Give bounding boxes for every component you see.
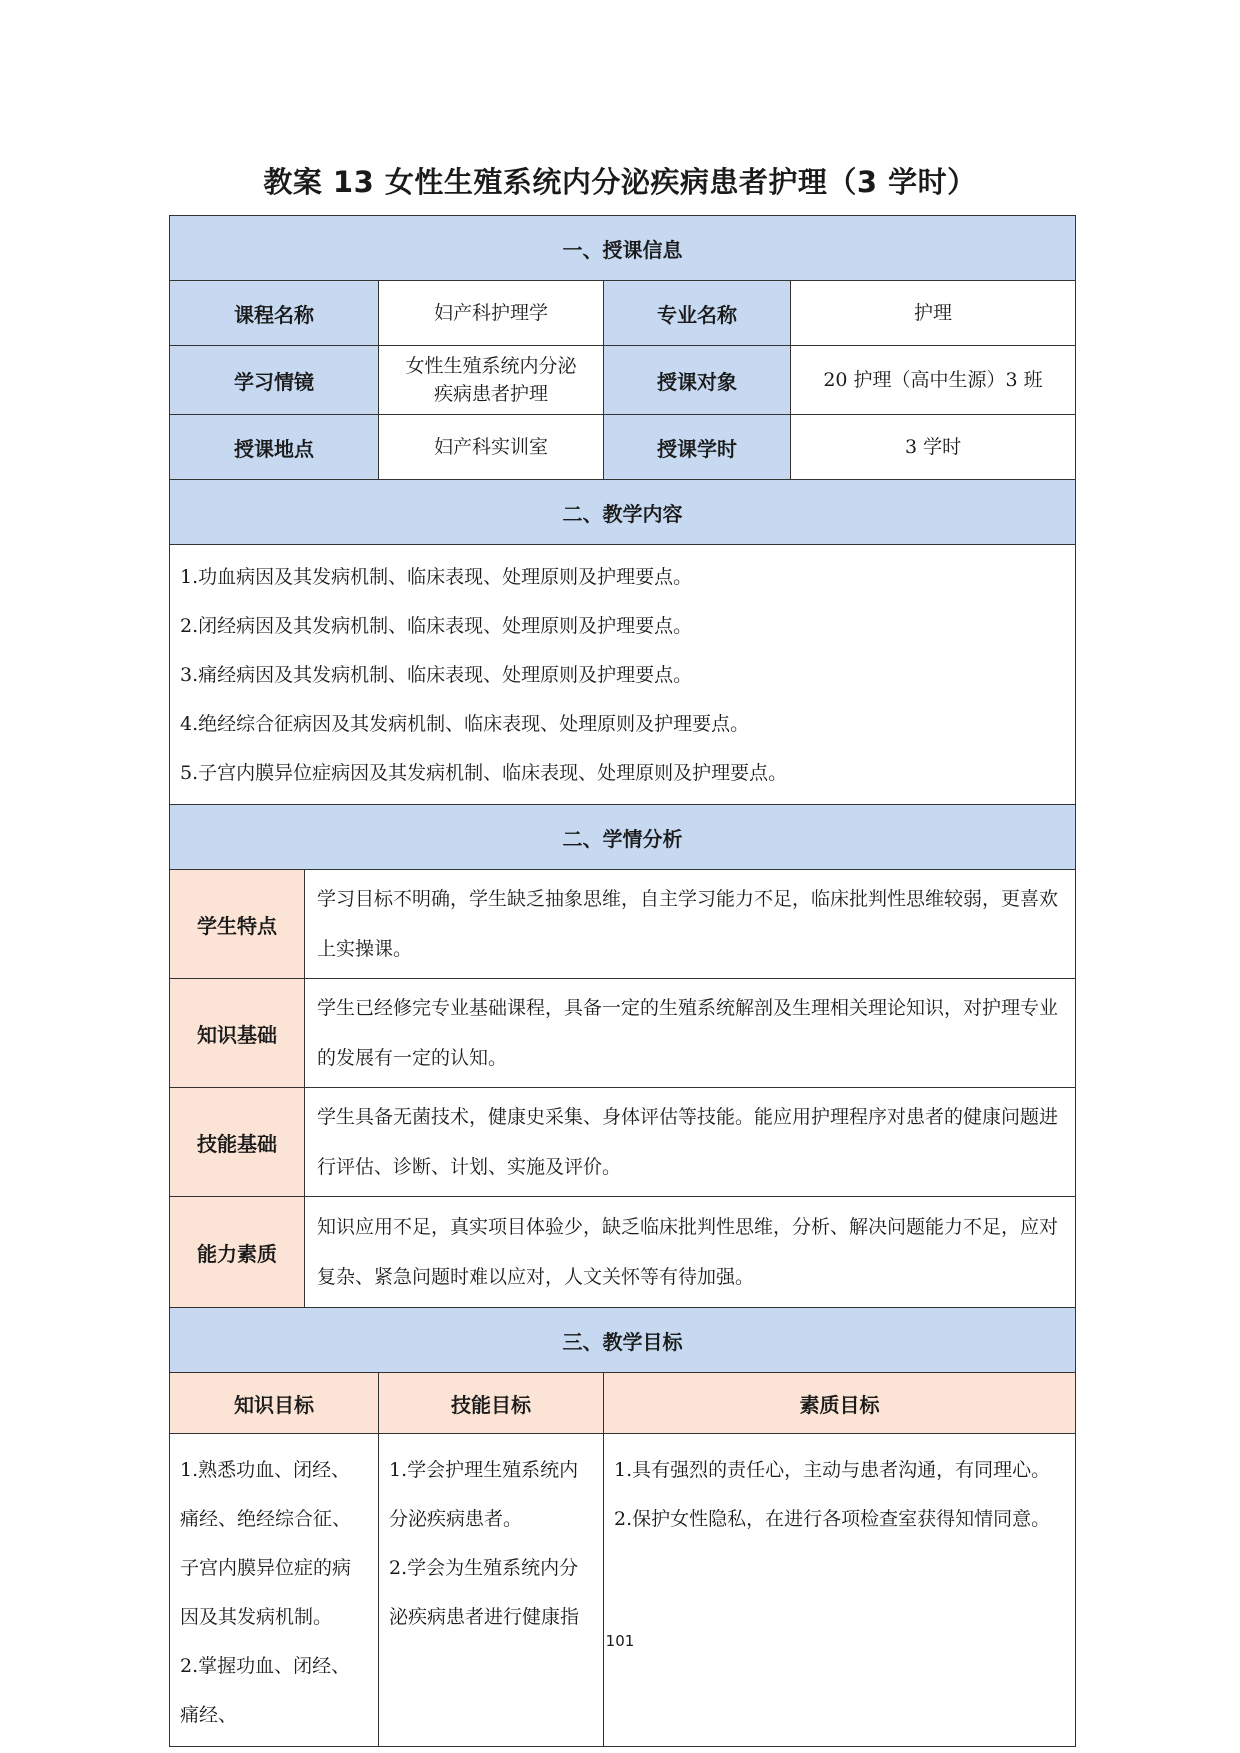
page-title: 教案 13 女性生殖系统内分泌疾病患者护理（3 学时） bbox=[263, 165, 977, 199]
quality-goals bbox=[604, 1434, 1076, 1747]
page-number: 101 bbox=[605, 1632, 635, 1650]
header-quality-goals: 素质目标 bbox=[604, 1373, 1076, 1434]
label-learning-context: 学习情镜 bbox=[170, 346, 379, 415]
list-item: 5.子宫内膜异位症病因及其发病机制、临床表现、处理原则及护理要点。 bbox=[180, 762, 788, 784]
label-ability-quality: 能力素质 bbox=[170, 1197, 305, 1308]
header-knowledge-goals: 知识目标 bbox=[170, 1373, 379, 1434]
teaching-content-list bbox=[170, 545, 1076, 805]
list-item: 1.功血病因及其发病机制、临床表现、处理原则及护理要点。 bbox=[180, 566, 693, 588]
label-knowledge-base: 知识基础 bbox=[170, 979, 305, 1088]
info-row bbox=[170, 415, 1076, 480]
list-item: 2.掌握功血、闭经、痛经、 bbox=[180, 1655, 351, 1726]
analysis-row bbox=[170, 979, 1076, 1088]
label-skill-base: 技能基础 bbox=[170, 1088, 305, 1197]
list-item: 1.具有强烈的责任心，主动与患者沟通，有同理心。 bbox=[614, 1459, 1051, 1481]
goals-header-row bbox=[170, 1373, 1076, 1434]
text-student-traits: 学习目标不明确，学生缺乏抽象思维，自主学习能力不足，临床批判性思维较弱，更喜欢上实操课。 bbox=[305, 870, 1076, 979]
section-heading-learner-analysis: 二、学情分析 bbox=[170, 805, 1076, 870]
list-item: 4.绝经综合征病因及其发病机制、临床表现、处理原则及护理要点。 bbox=[180, 713, 750, 735]
knowledge-goals bbox=[170, 1434, 379, 1747]
header-skill-goals: 技能目标 bbox=[379, 1373, 604, 1434]
value-audience: 20 护理（高中生源）3 班 bbox=[791, 346, 1076, 415]
value-course-name: 妇产科护理学 bbox=[379, 281, 604, 346]
text-ability-quality: 知识应用不足，真实项目体验少，缺乏临床批判性思维，分析、解决问题能力不足，应对复杂、紧急问题时难以应对，人文关怀等有待加强。 bbox=[305, 1197, 1076, 1308]
section-heading-teaching-goals: 三、教学目标 bbox=[170, 1308, 1076, 1373]
value-location: 妇产科实训室 bbox=[379, 415, 604, 480]
text-knowledge-base: 学生已经修完专业基础课程，具备一定的生殖系统解剖及生理相关理论知识，对护理专业的发展有一定的认知。 bbox=[305, 979, 1076, 1088]
list-item: 2.闭经病因及其发病机制、临床表现、处理原则及护理要点。 bbox=[180, 615, 693, 637]
info-row bbox=[170, 346, 1076, 415]
label-audience: 授课对象 bbox=[604, 346, 791, 415]
list-item: 1.学会护理生殖系统内分泌疾病患者。 bbox=[389, 1459, 579, 1530]
list-item: 2.保护女性隐私，在进行各项检查室获得知情同意。 bbox=[614, 1508, 1051, 1530]
label-student-traits: 学生特点 bbox=[170, 870, 305, 979]
value-learning-context: 女性生殖系统内分泌疾病患者护理 bbox=[379, 346, 604, 415]
label-location: 授课地点 bbox=[170, 415, 379, 480]
goals-row bbox=[170, 1434, 1076, 1747]
label-course-name: 课程名称 bbox=[170, 281, 379, 346]
list-item: 3.痛经病因及其发病机制、临床表现、处理原则及护理要点。 bbox=[180, 664, 693, 686]
label-hours: 授课学时 bbox=[604, 415, 791, 480]
lesson-plan-table bbox=[169, 215, 1076, 1747]
list-item: 1.熟悉功血、闭经、痛经、绝经综合征、子宫内膜异位症的病因及其发病机制。 bbox=[180, 1459, 352, 1628]
analysis-row bbox=[170, 870, 1076, 979]
section-heading-teaching-info: 一、授课信息 bbox=[170, 216, 1076, 281]
analysis-row bbox=[170, 1197, 1076, 1308]
info-row bbox=[170, 281, 1076, 346]
value-hours: 3 学时 bbox=[791, 415, 1076, 480]
value-major-name: 护理 bbox=[791, 281, 1076, 346]
section-heading-teaching-content: 二、教学内容 bbox=[170, 480, 1076, 545]
skill-goals bbox=[379, 1434, 604, 1747]
list-item: 2.学会为生殖系统内分泌疾病患者进行健康指 bbox=[389, 1557, 580, 1628]
text-skill-base: 学生具备无菌技术，健康史采集、身体评估等技能。能应用护理程序对患者的健康问题进行评估、诊断、计划、实施及评价。 bbox=[305, 1088, 1076, 1197]
label-major-name: 专业名称 bbox=[604, 281, 791, 346]
analysis-row bbox=[170, 1088, 1076, 1197]
